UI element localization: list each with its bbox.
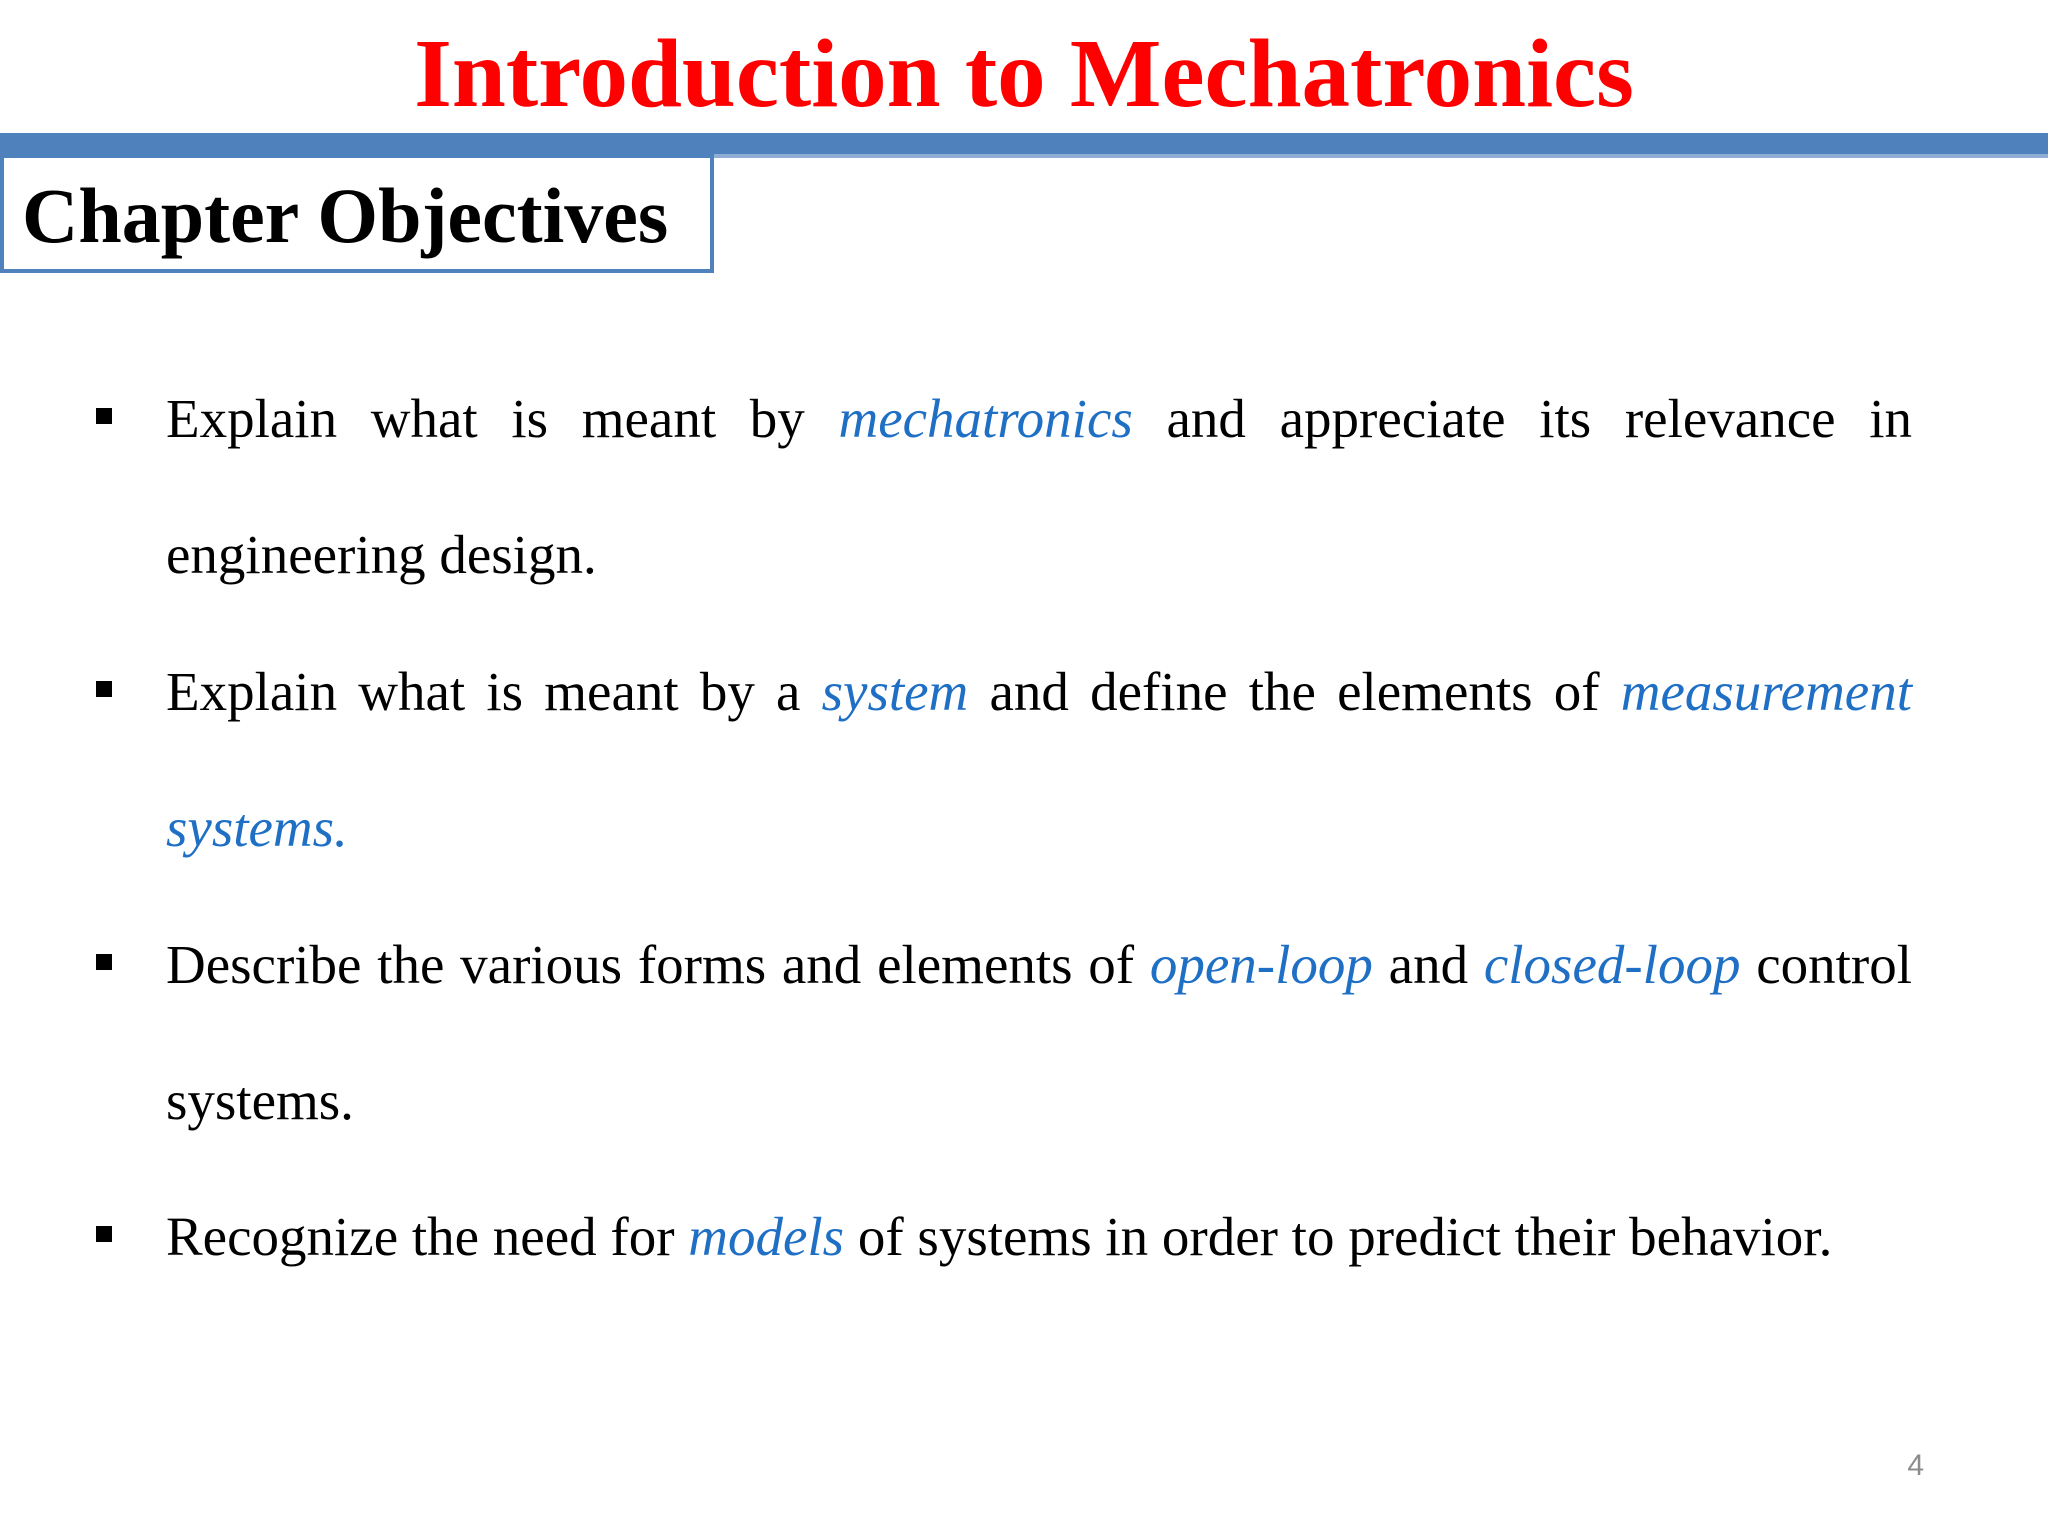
page-number: 4	[1907, 1449, 1924, 1482]
section-title: Chapter Objectives	[22, 172, 669, 259]
highlight-term: measurement systems.	[166, 661, 1912, 858]
objective-text: Explain what is meant by mechatronics and appreciate its relevance in engineering design.	[166, 388, 1912, 585]
objective-item-4	[166, 1169, 1912, 1305]
highlight-term: models	[688, 1206, 845, 1267]
square-bullet-icon	[96, 681, 112, 697]
square-bullet-icon	[96, 1226, 112, 1242]
highlight-term: closed-loop	[1483, 934, 1741, 995]
square-bullet-icon	[96, 408, 112, 424]
highlight-term: system	[821, 661, 969, 722]
objective-item-2	[166, 624, 1912, 896]
highlight-term: mechatronics	[838, 388, 1133, 449]
objective-text: Describe the various forms and elements of open-loop and closed-loop control systems.	[166, 934, 1912, 1131]
objective-text: Recognize the need for models of systems in order to predict their behavior.	[166, 1206, 1833, 1267]
slide-title: Introduction to Mechatronics	[414, 20, 1634, 127]
square-bullet-icon	[96, 954, 112, 970]
objective-item-1	[166, 351, 1912, 623]
objective-item-3	[166, 897, 1912, 1169]
objective-text: Explain what is meant by a system and define the elements of measurement systems.	[166, 661, 1912, 858]
highlight-term: open-loop	[1149, 934, 1373, 995]
